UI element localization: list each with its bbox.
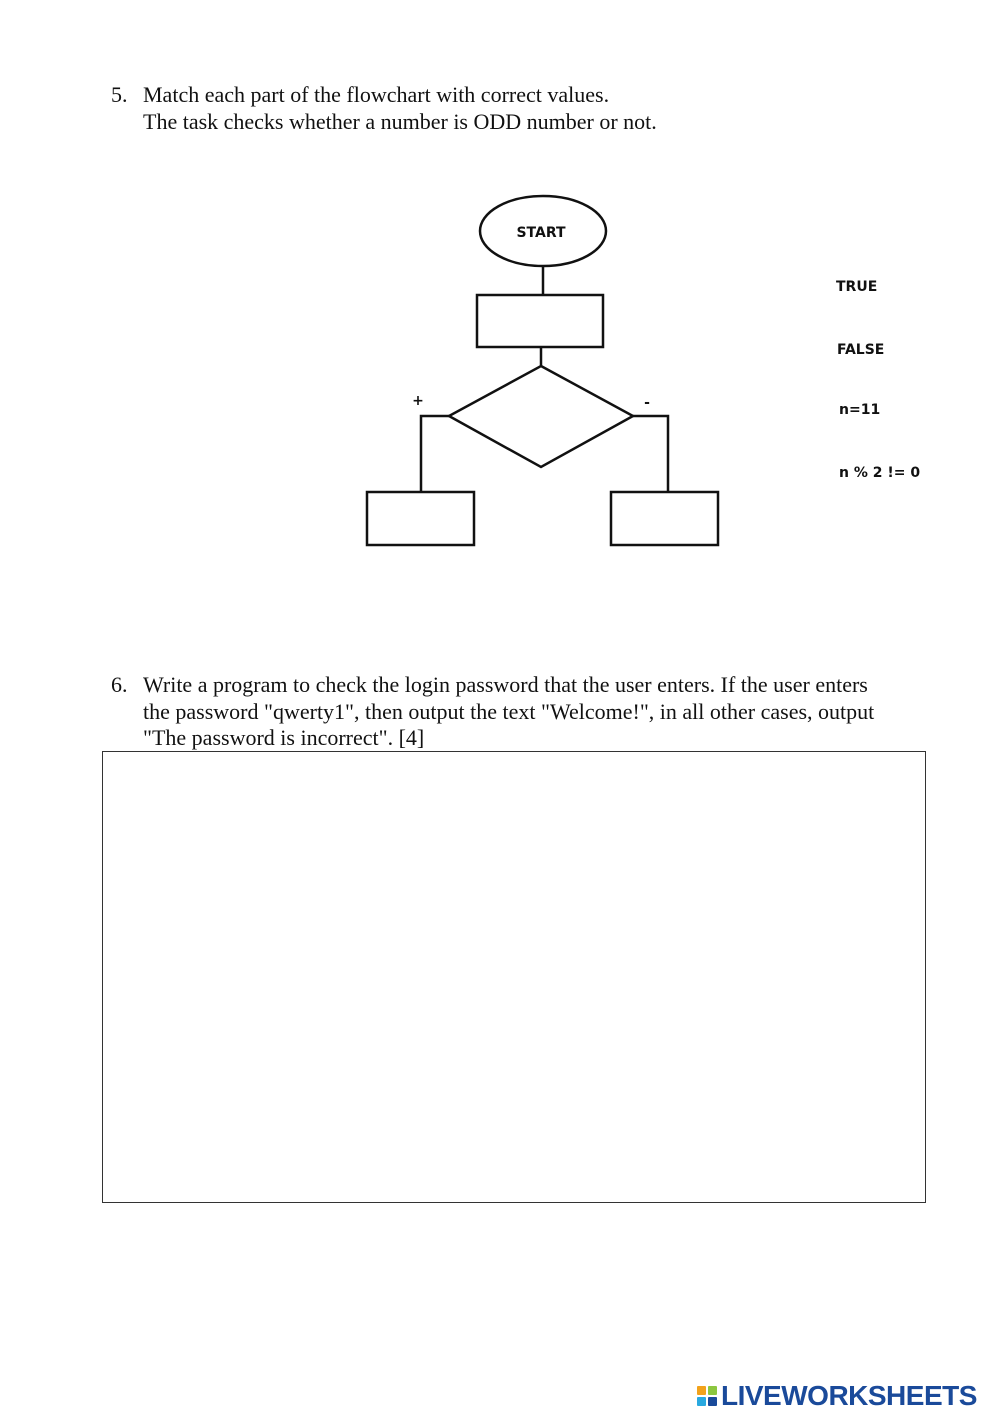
plus-branch-label: + bbox=[412, 393, 424, 409]
option-false[interactable]: FALSE bbox=[837, 342, 885, 358]
question-6-prompt-line-3: "The password is incorrect". [4] bbox=[143, 725, 425, 750]
connector-false-branch bbox=[633, 416, 668, 492]
question-6-number: 6. bbox=[111, 672, 128, 697]
logo-icon bbox=[697, 1386, 717, 1406]
process-box-drop-target[interactable] bbox=[477, 295, 603, 347]
false-output-box-drop-target[interactable] bbox=[611, 492, 718, 545]
question-6-prompt-line-2: the password "qwerty1", then output the text "Welcome!", in all other cases, output bbox=[143, 699, 875, 724]
liveworksheets-logo bbox=[697, 1380, 977, 1412]
logo-square-navy bbox=[708, 1397, 717, 1406]
option-n-equals-11[interactable]: n=11 bbox=[839, 402, 881, 418]
start-label: START bbox=[516, 225, 566, 241]
flowchart bbox=[0, 0, 1000, 600]
question-5-subprompt: The task checks whether a number is ODD number or not. bbox=[143, 109, 657, 134]
answer-text-area[interactable] bbox=[102, 751, 926, 1203]
logo-text: LIVEWORKSHEETS bbox=[721, 1380, 977, 1411]
question-5-prompt: Match each part of the flowchart with correct values. bbox=[143, 82, 610, 107]
true-output-box-drop-target[interactable] bbox=[367, 492, 474, 545]
question-6-prompt-line-1: Write a program to check the login password that the user enters. If the user enters bbox=[143, 672, 868, 697]
connector-true-branch bbox=[421, 416, 449, 492]
logo-square-green bbox=[708, 1386, 717, 1395]
option-true[interactable]: TRUE bbox=[836, 279, 878, 295]
logo-square-orange bbox=[697, 1386, 706, 1395]
decision-diamond-drop-target[interactable] bbox=[449, 366, 633, 467]
logo-square-blue bbox=[697, 1397, 706, 1406]
option-n-mod-2-not-zero[interactable]: n % 2 != 0 bbox=[839, 465, 921, 481]
minus-branch-label: - bbox=[644, 395, 650, 411]
question-5-number: 5. bbox=[111, 82, 128, 107]
